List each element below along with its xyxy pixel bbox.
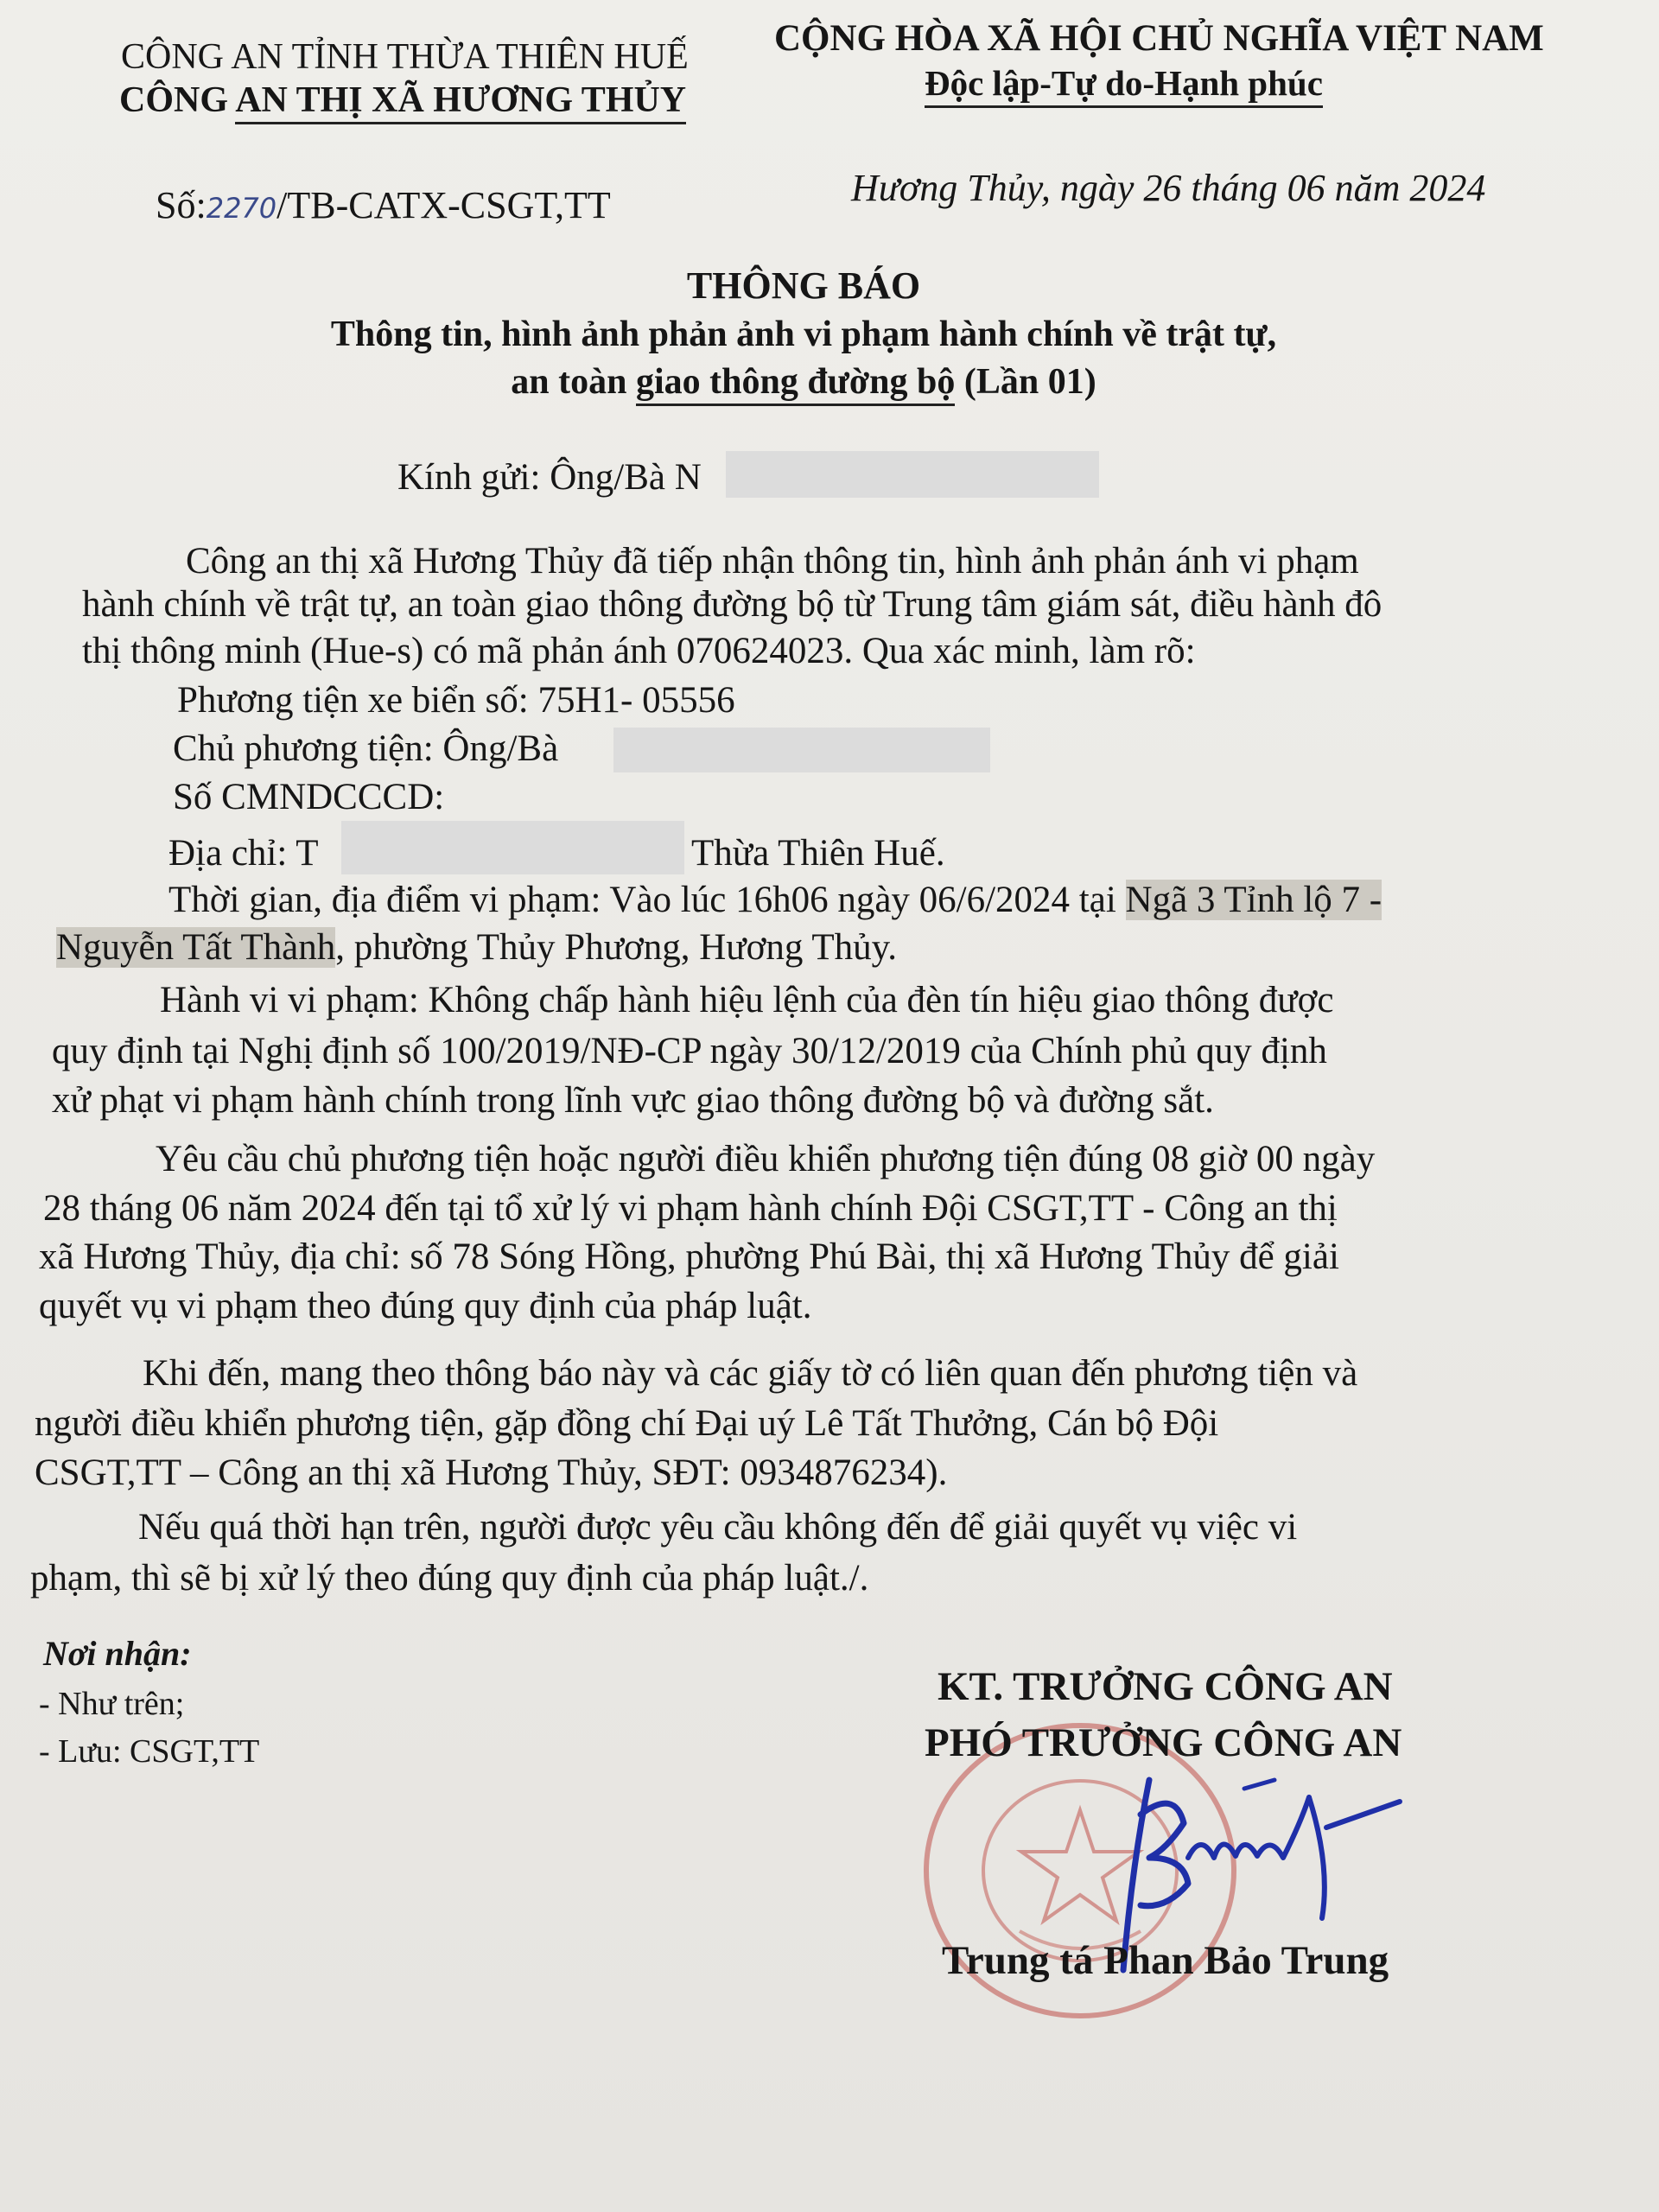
intro-line1: Công an thị xã Hương Thủy đã tiếp nhận thông tin, hình ảnh phản ánh vi phạm — [186, 541, 1359, 582]
country-name: CỘNG HÒA XÃ HỘI CHỦ NGHĨA VIỆT NAM — [774, 18, 1544, 59]
redacted-address — [341, 821, 684, 874]
violation-act-line1: Hành vi vi phạm: Không chấp hành hiệu lệnh của đèn tín hiệu giao thông được — [160, 980, 1334, 1020]
document-number-handwritten: 2270 — [206, 192, 277, 225]
vehicle-id-number: Số CMNDCCCD: — [173, 777, 445, 817]
intro-line3: thị thông minh (Hue-s) có mã phản ánh 070624023. Qua xác minh, làm rõ: — [82, 631, 1196, 671]
request-line2: 28 tháng 06 năm 2024 đến tại tổ xử lý vi phạm hành chính Đội CSGT,TT - Công an thị — [43, 1188, 1338, 1229]
request-line3: xã Hương Thủy, địa chỉ: số 78 Sóng Hồng, phường Phú Bài, thị xã Hương Thủy để giải — [39, 1236, 1339, 1277]
violation-place-rest: , phường Thủy Phương, Hương Thủy. — [335, 927, 898, 968]
violation-place-highlight-1: Ngã 3 Tỉnh lộ 7 - — [1125, 880, 1382, 920]
signature-title-2: PHÓ TRƯỞNG CÔNG AN — [925, 1720, 1402, 1765]
subtitle-line2-underlined: giao thông đường bộ — [636, 362, 955, 406]
deadline-line2: phạm, thì sẽ bị xử lý theo đúng quy định của pháp luật./. — [30, 1558, 869, 1599]
deadline-line1: Nếu quá thời hạn trên, người được yêu cầu không đến để giải quyết vụ việc vi — [138, 1507, 1298, 1548]
country-motto-text: Độc lập-Tự do-Hạnh phúc — [925, 63, 1323, 108]
agency-town — [119, 79, 686, 121]
recipients-item-2: - Lưu: CSGT,TT — [39, 1733, 260, 1770]
document-subtitle-line1: Thông tin, hình ảnh phản ảnh vi phạm hành chính về trật tự, — [330, 315, 1277, 354]
document-date: Hương Thủy, ngày 26 tháng 06 năm 2024 — [851, 167, 1486, 209]
bring-line2: người điều khiển phương tiện, gặp đồng chí Đại uý Lê Tất Thưởng, Cán bộ Đội — [35, 1403, 1219, 1444]
recipients-title: Nơi nhận: — [43, 1634, 192, 1673]
violation-time-line1 — [168, 879, 1382, 921]
violation-act-line3: xử phạt vi phạm hành chính trong lĩnh vực giao thông đường bộ và đường sắt. — [52, 1080, 1214, 1121]
violation-time-text: Thời gian, địa điểm vi phạm: Vào lúc 16h06 ngày 06/6/2024 tại — [168, 880, 1126, 920]
agency-province: CÔNG AN TỈNH THỪA THIÊN HUẾ — [121, 37, 689, 77]
violation-act-line2: quy định tại Nghị định số 100/2019/NĐ-CP ngày 30/12/2019 của Chính phủ quy định — [52, 1031, 1327, 1071]
redacted-recipient-name — [726, 451, 1099, 498]
vehicle-plate: Phương tiện xe biển số: 75H1- 05556 — [177, 680, 735, 721]
agency-town-prefix: CÔNG — [119, 80, 236, 120]
request-line1: Yêu cầu chủ phương tiện hoặc người điều khiển phương tiện đúng 08 giờ 00 ngày — [156, 1139, 1376, 1179]
vehicle-owner: Chủ phương tiện: Ông/Bà — [173, 728, 559, 769]
redacted-owner-name — [613, 728, 990, 772]
intro-line2: hành chính về trật tự, an toàn giao thông đường bộ từ Trung tâm giám sát, điều hành đô — [82, 584, 1382, 625]
country-motto — [925, 62, 1323, 104]
vehicle-address-tail: Thừa Thiên Huế. — [691, 833, 945, 874]
bring-line1: Khi đến, mang theo thông báo này và các giấy tờ có liên quan đến phương tiện và — [143, 1353, 1358, 1394]
subtitle-line2-b: (Lần 01) — [955, 362, 1096, 402]
recipients-item-1: - Như trên; — [39, 1686, 185, 1722]
violation-time-line2 — [56, 926, 897, 969]
document-number-prefix: Số: — [156, 184, 207, 226]
agency-town-underlined: AN THỊ XÃ HƯƠNG THỦY — [235, 80, 686, 124]
recipient-label: Kính gửi: Ông/Bà N — [397, 457, 702, 498]
signer-name: Trung tá Phan Bảo Trung — [942, 1938, 1389, 1983]
document-number-suffix: /TB-CATX-CSGT,TT — [276, 184, 611, 226]
violation-place-highlight-2: Nguyễn Tất Thành — [56, 927, 336, 968]
document-number — [156, 183, 611, 227]
vehicle-address-label: Địa chỉ: T — [168, 833, 319, 874]
subtitle-line2-a: an toàn — [511, 362, 636, 402]
signature-title-1: KT. TRƯỞNG CÔNG AN — [938, 1664, 1393, 1709]
bring-line3: CSGT,TT – Công an thị xã Hương Thủy, SĐT: 0934876234). — [35, 1452, 948, 1493]
request-line4: quyết vụ vi phạm theo đúng quy định của pháp luật. — [39, 1286, 812, 1326]
document-subtitle-line2 — [0, 361, 1607, 403]
document-title: THÔNG BÁO — [686, 264, 921, 307]
